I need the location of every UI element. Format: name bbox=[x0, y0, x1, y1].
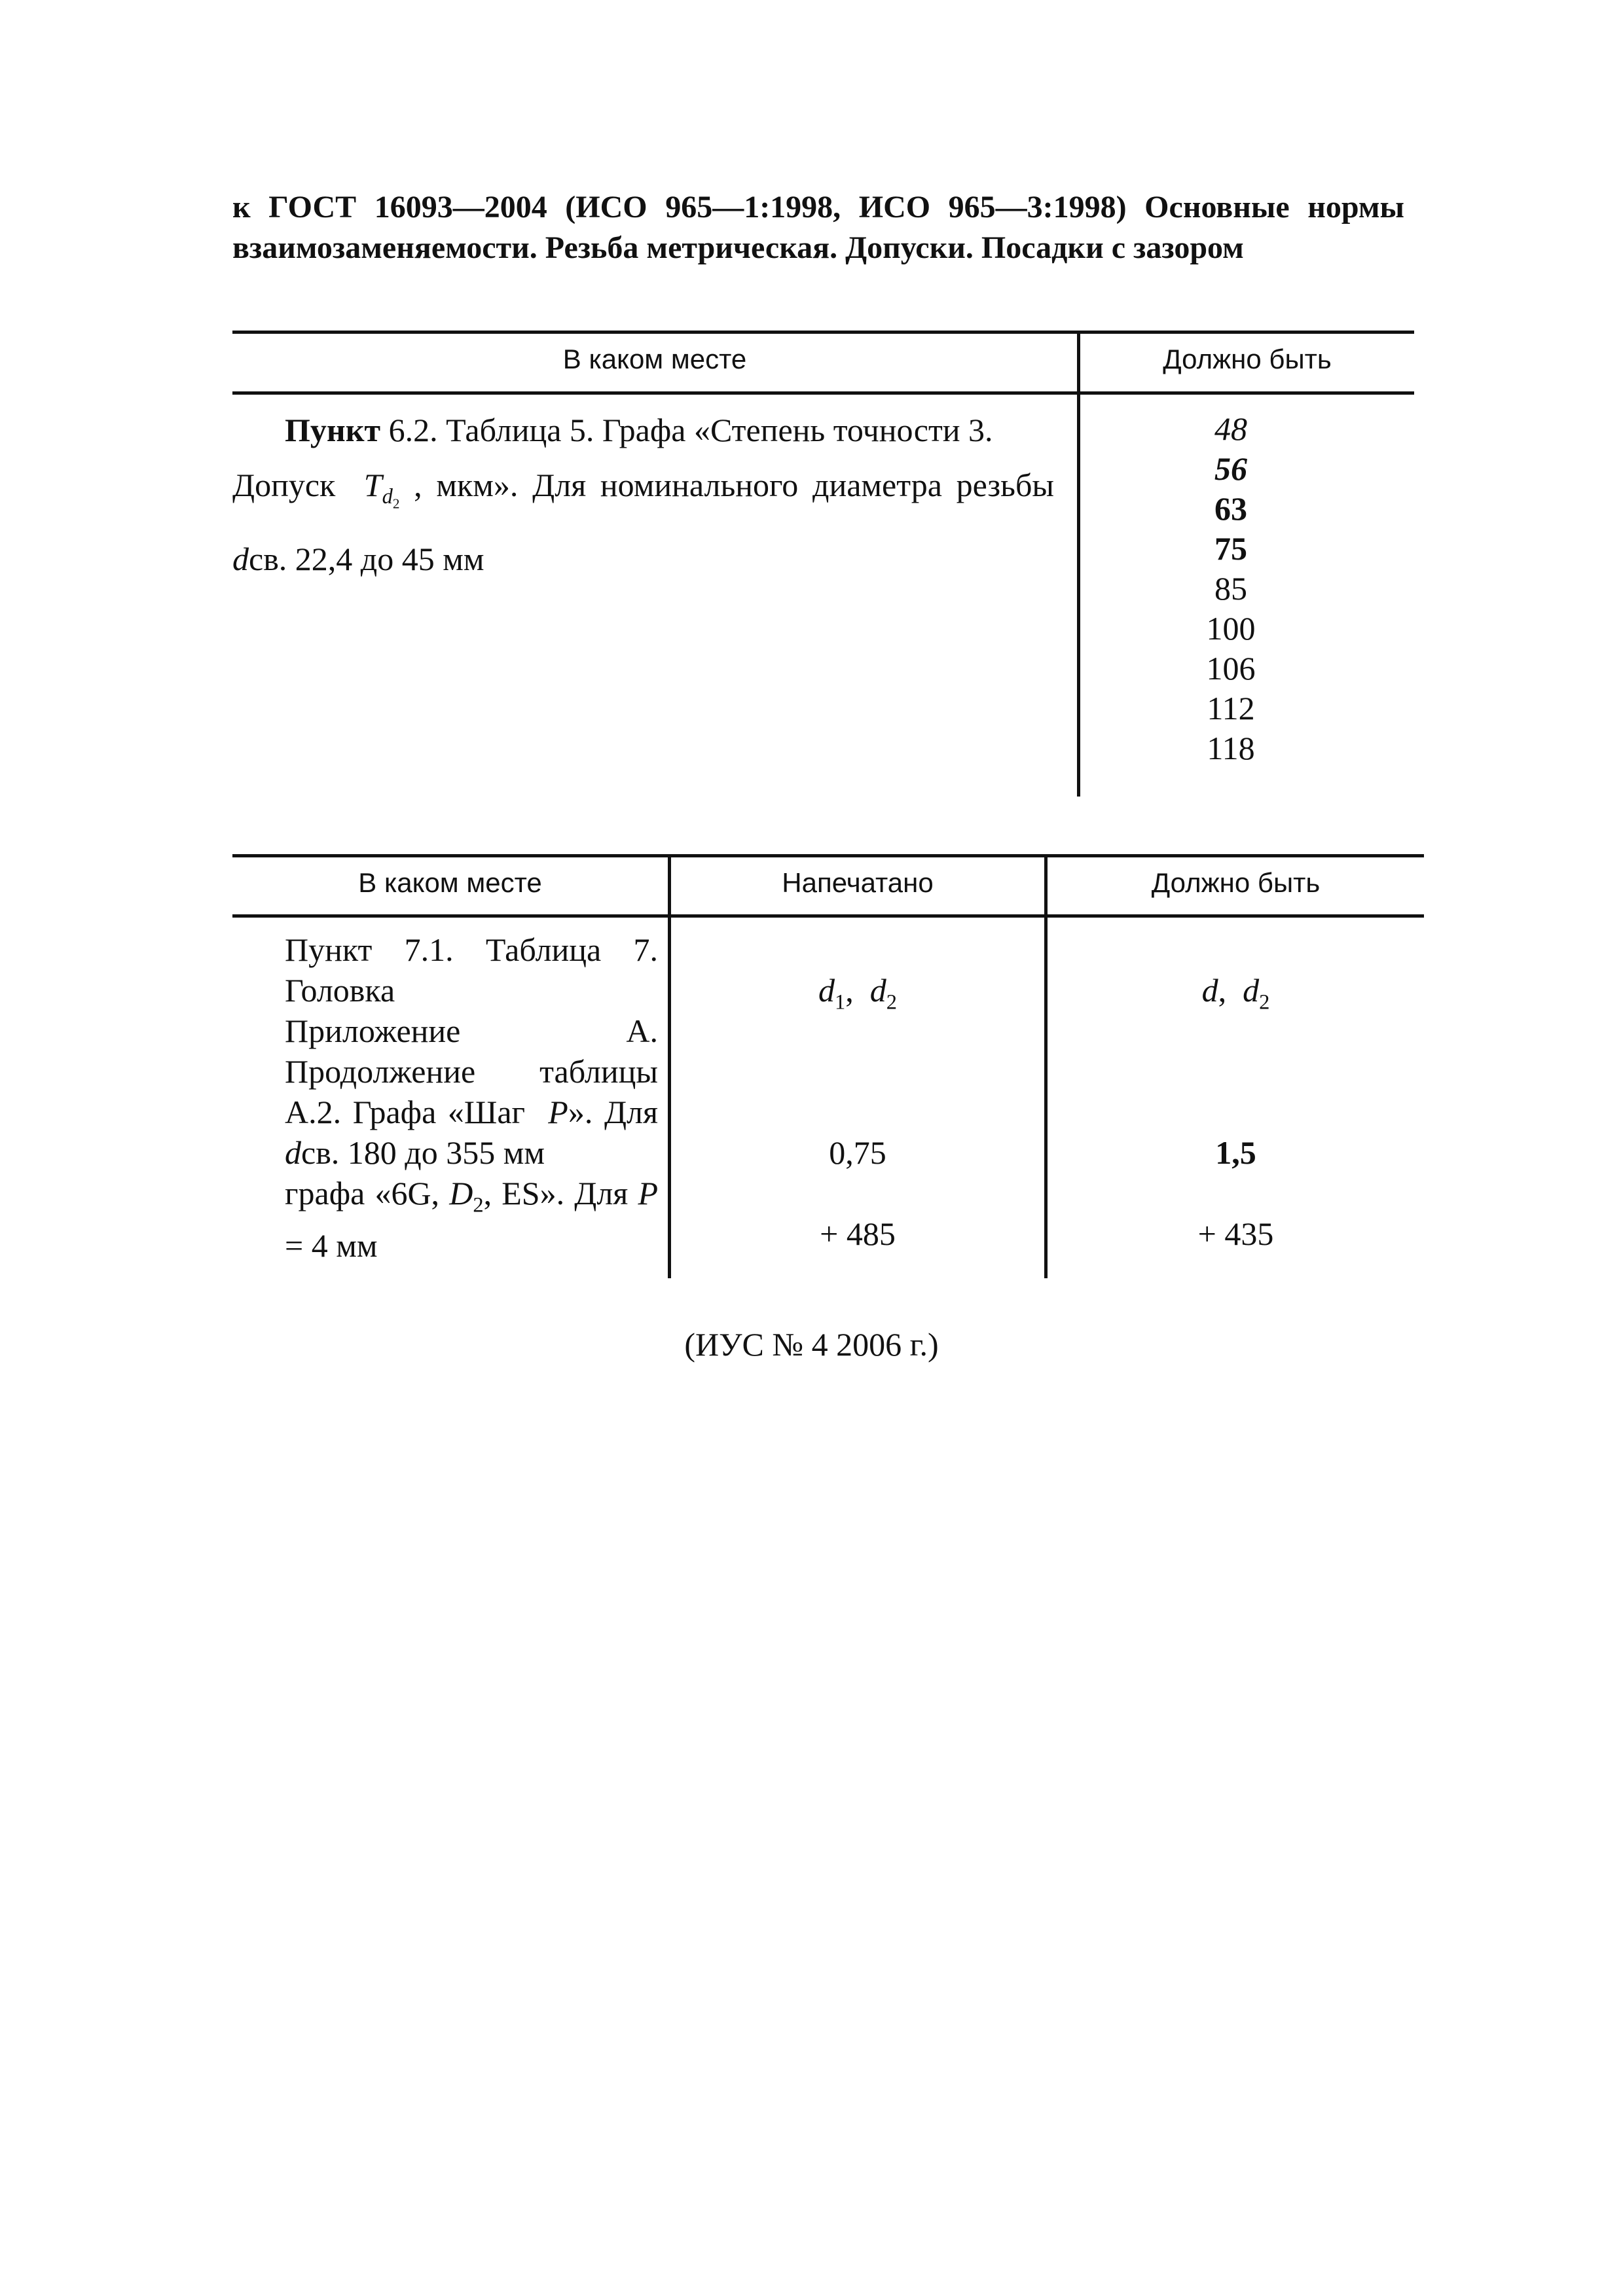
item-label: Пункт bbox=[285, 412, 381, 448]
title-text: к ГОСТ 16093—2004 (ИСО 965—1:1998, ИСО 965—3:1998) Основные нормы взаимозаменяемости. Резьба метрическая. Допуски. Посадки с зазором bbox=[232, 190, 1404, 265]
table1-place-line1 bbox=[232, 403, 1054, 457]
document-title bbox=[232, 187, 1404, 268]
sub-2: 2 bbox=[392, 495, 400, 512]
value-row: 63 bbox=[1214, 490, 1247, 527]
thread-range: св. 22,4 до 45 мм bbox=[249, 540, 484, 577]
table1-place-line2 bbox=[232, 467, 942, 512]
table1-header-rule bbox=[232, 391, 1414, 395]
table2-header-should-be: Должно быть bbox=[1151, 867, 1321, 898]
sub-d: d bbox=[382, 485, 393, 509]
table2-row3-should-be: + 435 bbox=[1197, 1215, 1274, 1252]
row3-var-P: P bbox=[638, 1175, 658, 1211]
value-row: 118 bbox=[1207, 730, 1255, 766]
value-row: 56 bbox=[1214, 450, 1247, 487]
table2-row1-printed bbox=[671, 970, 1044, 1022]
should-d2: d bbox=[1243, 972, 1260, 1009]
table2-row2-place bbox=[232, 1011, 658, 1173]
tolerance-word: Допуск bbox=[232, 467, 336, 503]
row1-place-text: Пункт 7.1. Таблица 7. Головка bbox=[285, 931, 658, 1009]
value-row: 48 bbox=[1214, 410, 1247, 447]
printed-sub1: 1 bbox=[835, 990, 846, 1014]
value-row: 112 bbox=[1207, 690, 1255, 726]
printed-d1: d bbox=[818, 972, 835, 1009]
value-row: 85 bbox=[1214, 570, 1247, 607]
table2-row1-place bbox=[232, 929, 658, 1011]
table2-header-rule bbox=[232, 914, 1424, 918]
table2-row2-should-be: 1,5 bbox=[1215, 1134, 1256, 1171]
printed-sep: , bbox=[845, 972, 854, 1009]
row3-var-D: D bbox=[449, 1175, 473, 1211]
table1-header-place: В каком месте bbox=[562, 344, 747, 374]
row3-text-b: , ES». Для bbox=[483, 1175, 629, 1211]
table1-column-divider bbox=[1077, 331, 1080, 797]
row2-text-b: ». Для bbox=[568, 1094, 659, 1130]
table1-place-cell bbox=[232, 403, 1054, 586]
table1-header-should-be: Должно быть bbox=[1163, 344, 1332, 374]
should-sep: , bbox=[1218, 972, 1227, 1009]
row2-var-d: d bbox=[285, 1134, 301, 1171]
tolerance-rest: , мкм». Для номинального диаметра bbox=[414, 467, 942, 503]
printed-d2: d bbox=[869, 972, 886, 1009]
var-T: T bbox=[363, 467, 382, 503]
should-sub2: 2 bbox=[1259, 990, 1270, 1014]
should-d: d bbox=[1201, 972, 1218, 1009]
row2-var-P: P bbox=[548, 1094, 568, 1130]
table2-row3-printed: + 485 bbox=[820, 1215, 896, 1252]
row2-text-c: св. 180 до 355 мм bbox=[301, 1134, 545, 1171]
table2-header-place: В каком месте bbox=[358, 867, 542, 898]
value-row: 100 bbox=[1206, 610, 1256, 647]
value-row: 106 bbox=[1206, 650, 1256, 687]
var-d: d bbox=[232, 540, 249, 577]
table1-top-rule bbox=[232, 331, 1414, 334]
table2-header-printed: Напечатано bbox=[782, 867, 934, 898]
table2-row3-place bbox=[232, 1173, 658, 1266]
footer-source: (ИУС № 4 2006 г.) bbox=[684, 1326, 939, 1363]
row3-sub-2: 2 bbox=[473, 1193, 484, 1217]
table2-top-rule bbox=[232, 854, 1424, 857]
table2-row2-printed: 0,75 bbox=[829, 1134, 886, 1171]
table2-row1-should-be bbox=[1048, 970, 1424, 1022]
row2-text-a: Приложение А. Продолжение таблицы А.2. Графа «Шаг bbox=[285, 1013, 658, 1130]
printed-sub2: 2 bbox=[886, 990, 897, 1014]
row3-text-c: = 4 мм bbox=[285, 1227, 378, 1265]
row2-place-text bbox=[232, 1011, 658, 1173]
value-row: 75 bbox=[1214, 530, 1247, 567]
table1-values bbox=[1152, 409, 1309, 768]
row3-place-text bbox=[232, 1173, 658, 1266]
thread-word: резьбы bbox=[956, 467, 1054, 503]
item-text: 6.2. Таблица 5. Графа «Степень точности 3. bbox=[388, 412, 993, 448]
row3-text-a: графа «6G, bbox=[285, 1175, 440, 1211]
